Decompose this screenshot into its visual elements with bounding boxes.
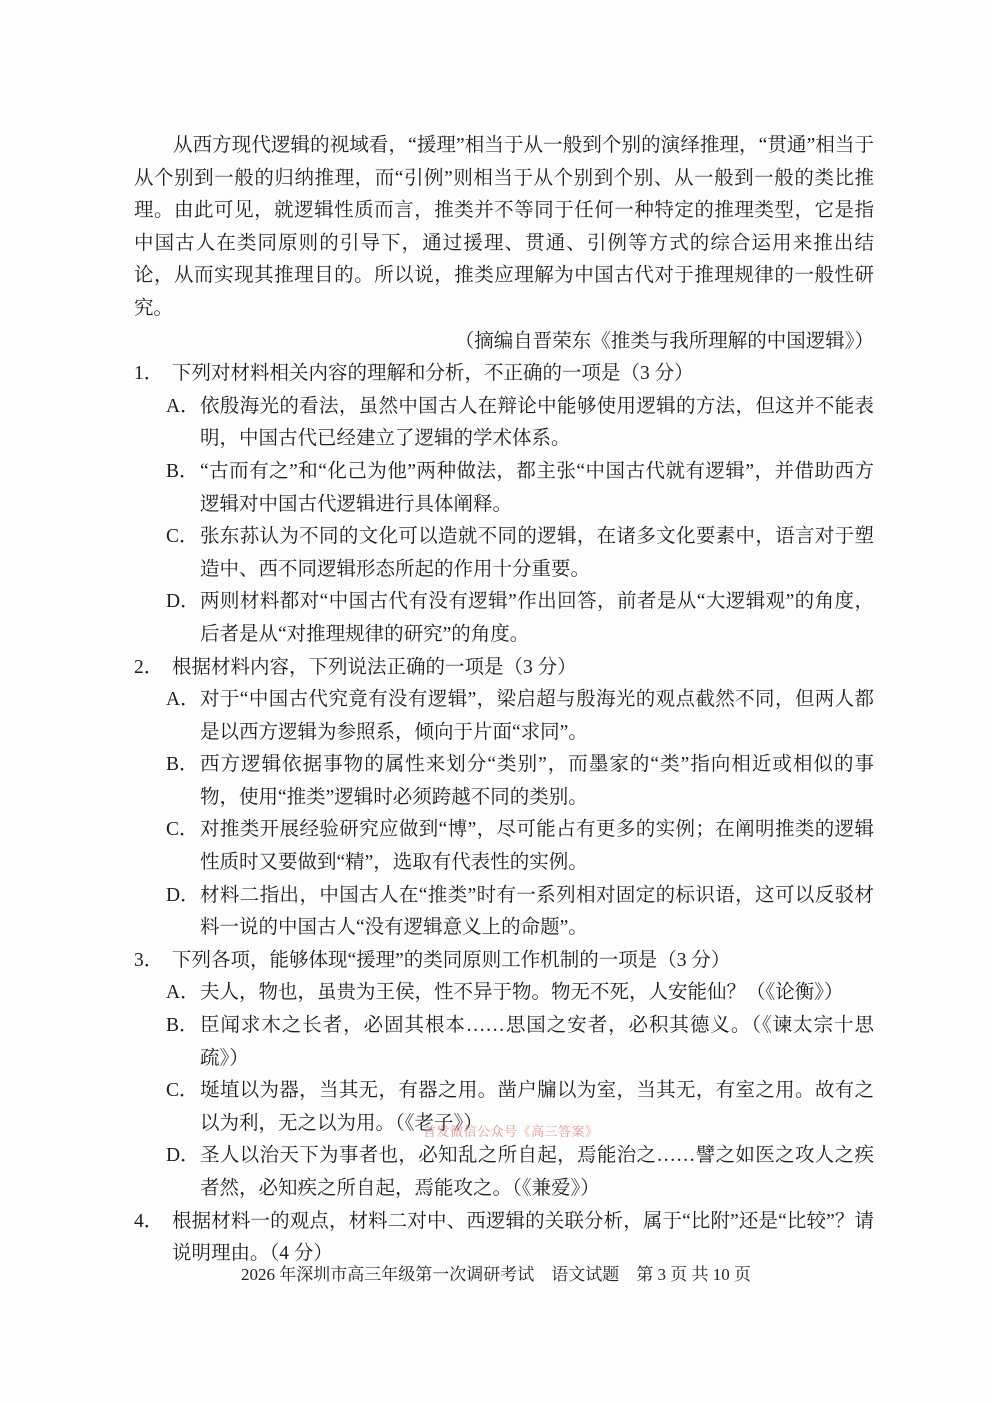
answer-option <box>134 814 874 879</box>
option-label: B． <box>166 460 199 482</box>
question-stem: 根据材料内容，下列说法正确的一项是（3 分） <box>172 656 577 678</box>
question-2 <box>134 652 874 945</box>
option-label: C． <box>166 526 199 548</box>
option-label: B． <box>166 754 199 776</box>
option-label: D． <box>166 884 200 906</box>
option-text: 依殷海光的看法，虽然中国古人在辩论中能够使用逻辑的方法，但这并不能表明，中国古代已经建立了逻辑的学术体系。 <box>200 395 874 450</box>
question-options <box>134 391 874 652</box>
answer-option <box>134 1140 874 1205</box>
question-number: 3． <box>134 949 164 971</box>
option-label: A． <box>166 982 200 1004</box>
answer-option <box>134 977 874 1010</box>
question-3 <box>134 945 874 1206</box>
option-text: 对于“中国古代究竟有没有逻辑”，梁启超与殷海光的观点截然不同，但两人都是以西方逻辑为参照系，倾向于片面“求同”。 <box>200 689 874 743</box>
question-number: 4． <box>134 1210 164 1232</box>
answer-option <box>134 521 874 586</box>
question-options <box>134 977 874 1205</box>
option-text: 圣人以治天下为事者也，必知乱之所自起，焉能治之……譬之如医之攻人之疾者然，必知疾之所自起，焉能攻之。（《兼爱》） <box>200 1145 874 1199</box>
question-number: 2． <box>134 656 164 678</box>
option-label: A． <box>166 689 200 711</box>
option-text: 材料二指出，中国古人在“推类”时有一系列相对固定的标识语，这可以反驳材料一说的中国古人“没有逻辑意义上的命题”。 <box>200 884 874 939</box>
answer-option <box>134 684 874 749</box>
option-label: C． <box>166 1080 199 1102</box>
answer-option <box>134 1010 874 1075</box>
page-footer: 2026 年深圳市高三年级第一次调研考试 语文试题 第 3 页 共 10 页 <box>241 1265 751 1284</box>
answer-option <box>134 586 874 651</box>
question-stem: 下列对材料相关内容的理解和分析，不正确的一项是（3 分） <box>172 363 694 385</box>
passage-attribution: （摘编自晋荣东《推类与我所理解的中国逻辑》） <box>454 330 874 352</box>
question-stem: 根据材料一的观点，材料二对中、西逻辑的关联分析，属于“比附”还是“比较”？请说明理由。（4 分） <box>172 1210 874 1265</box>
question-stem-row <box>134 945 874 978</box>
answer-option <box>134 456 874 521</box>
option-label: D． <box>166 1145 200 1167</box>
answer-option <box>134 880 874 945</box>
option-text: 西方逻辑依据事物的属性来划分“类别”，而墨家的“类”指向相近或相似的事物，使用“推类”逻辑时必须跨越不同的类别。 <box>200 754 874 808</box>
question-stem-row <box>134 652 874 685</box>
passage-paragraph: 从西方现代逻辑的视域看，“援理”相当于从一般到个别的演绎推理，“贯通”相当于从个别到一般的归纳推理，而“引例”则相当于从个别到个别、从一般到一般的类比推理。由此可见，就逻辑性质而言，推类并不等同于任何一种特定的推理类型，它是指中国古人在类同原则的引导下，通过援理、贯通、引例等方式的综合运用来推出结论，从而实现其推理目的。所以说，推类应理解为中国古代对于推理规律的一般性研究。 <box>134 135 874 319</box>
exam-content <box>134 130 874 1271</box>
option-label: C． <box>166 819 199 841</box>
question-stem-row <box>134 1206 874 1271</box>
answer-option <box>134 391 874 456</box>
option-text: 埏埴以为器，当其无，有器之用。凿户牖以为室，当其无，有室之用。故有之以为利，无之以为用。（《老子》） <box>200 1080 874 1134</box>
option-text: 对推类开展经验研究应做到“博”，尽可能占有更多的实例；在阐明推类的逻辑性质时又要做到“精”，选取有代表性的实例。 <box>200 819 874 874</box>
question-1 <box>134 358 874 651</box>
watermark: 首发微信公众号《高三答案》 <box>423 1124 599 1139</box>
question-4 <box>134 1206 874 1271</box>
option-text: 臣闻求木之长者，必固其根本……思国之安者，必积其德义。（《谏太宗十思疏》） <box>200 1015 874 1069</box>
question-number: 1． <box>134 363 164 385</box>
option-text: 张东荪认为不同的文化可以造就不同的逻辑，在诸多文化要素中，语言对于塑造中、西不同逻辑形态所起的作用十分重要。 <box>200 526 874 580</box>
option-label: A． <box>166 395 200 417</box>
option-text: 两则材料都对“中国古代有没有逻辑”作出回答，前者是从“大逻辑观”的角度，后者是从“对推理规律的研究”的角度。 <box>200 591 874 645</box>
option-label: D． <box>166 591 200 613</box>
option-text: 夫人，物也，虽贵为王侯，性不异于物。物无不死，人安能仙？（《论衡》） <box>200 982 844 1004</box>
question-options <box>134 684 874 945</box>
answer-option <box>134 749 874 814</box>
question-stem: 下列各项，能够体现“援理”的类同原则工作机制的一项是（3 分） <box>172 949 731 971</box>
option-label: B． <box>166 1015 199 1037</box>
question-stem-row <box>134 358 874 391</box>
option-text: “古而有之”和“化己为他”两种做法，都主张“中国古代就有逻辑”，并借助西方逻辑对中国古代逻辑进行具体阐释。 <box>200 460 874 515</box>
